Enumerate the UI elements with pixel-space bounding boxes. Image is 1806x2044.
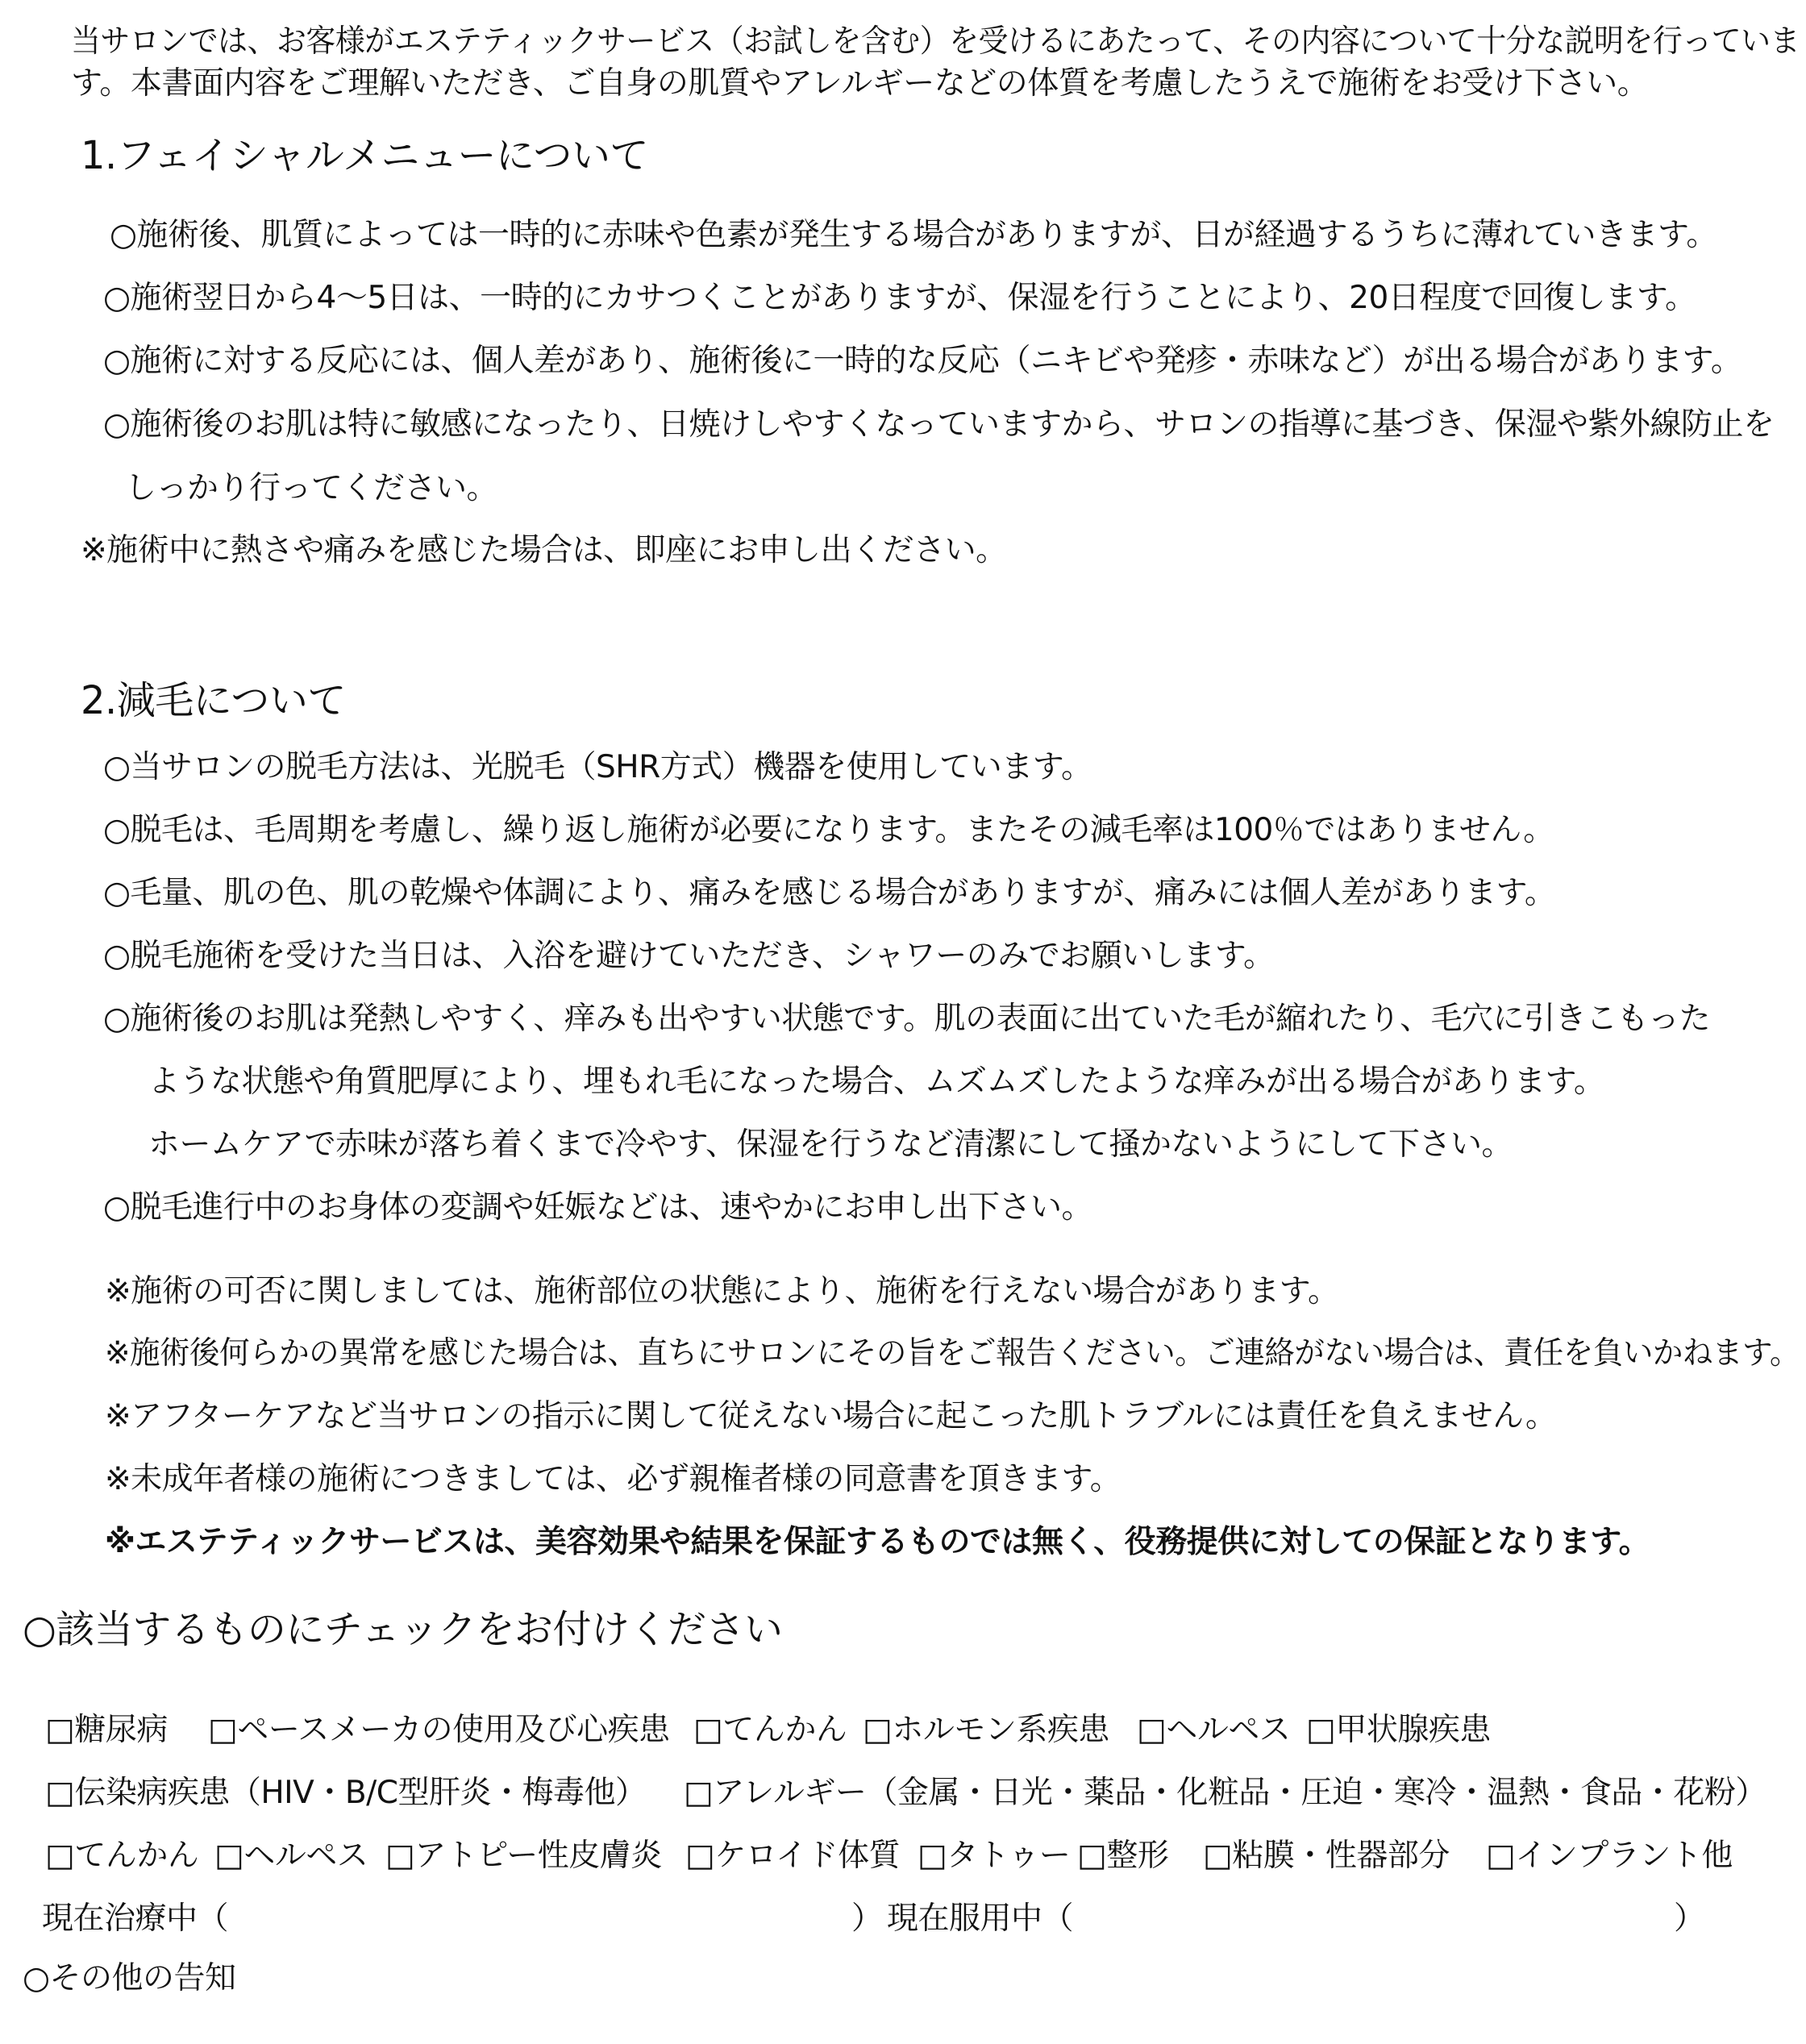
section1-item: ○施術翌日から4～5日は、一時的にカサつくことがありますが、保湿を行うことにより、20日程度で回復します。 <box>103 280 1696 316</box>
section2-note: ※未成年者様の施術につきましては、必ず親権者様の同意書を頂きます。 <box>105 1461 1121 1497</box>
section2-item: ○毛量、肌の色、肌の乾燥や体調により、痛みを感じる場合がありますが、痛みには個人差があります。 <box>103 875 1556 911</box>
section1-item-continued: しっかり行ってください。 <box>125 470 498 506</box>
checkbox-keloid[interactable]: □ケロイド体質 <box>685 1838 901 1874</box>
section2-heading: 2.減毛について <box>81 678 346 723</box>
section1-item: ○施術後のお肌は特に敏感になったり、日焼けしやすくなっていますから、サロンの指導に基づき、保湿や紫外線防止を <box>103 406 1775 443</box>
checkbox-thyroid[interactable]: □甲状腺疾患 <box>1306 1712 1491 1748</box>
section2-note: ※施術後何らかの異常を感じた場合は、直ちにサロンにその旨をご報告ください。ご連絡がない場合は、責任を負いかねます。 <box>105 1335 1800 1372</box>
checkbox-tattoo[interactable]: □タトゥー <box>918 1838 1071 1874</box>
intro-line-2: す。本書面内容をご理解いただき、ご自身の肌質やアレルギーなどの体質を考慮したうえで施術をお受け下さい。 <box>71 65 1649 102</box>
checklist-heading: ○該当するものにチェックをお付けください <box>23 1607 783 1652</box>
checkbox-allergy[interactable]: □アレルギー（金属・日光・薬品・化粧品・圧迫・寒冷・温熱・食品・花粉） <box>684 1775 1766 1811</box>
other-notice: ○その他の告知 <box>23 1960 236 1996</box>
section2-item: ○施術後のお肌は発熱しやすく、痒みも出やすい状態です。肌の表面に出ていた毛が縮れたり、毛穴に引きこもった <box>103 1001 1711 1037</box>
section2-item-continued: ような状態や角質肥厚により、埋もれ毛になった場合、ムズムズしたような痒みが出る場合があります。 <box>148 1064 1605 1100</box>
checkbox-mucosa[interactable]: □粘膜・性器部分 <box>1203 1838 1450 1874</box>
current-medication-close: ） <box>1674 1900 1705 1937</box>
intro-line-1: 当サロンでは、お客様がエステティックサービス（お試しを含む）を受けるにあたって、その内容について十分な説明を行っていま <box>71 23 1800 60</box>
checkbox-infectious[interactable]: □伝染病疾患（HIV・B/C型肝炎・梅毒他） <box>45 1775 647 1811</box>
checkbox-pacemaker[interactable]: □ペースメーカの使用及び心疾患 <box>208 1712 670 1748</box>
checkbox-epilepsy[interactable]: □てんかん <box>693 1712 847 1748</box>
checkbox-implant[interactable]: □インプラント他 <box>1486 1838 1733 1874</box>
section2-item: ○脱毛進行中のお身体の変調や妊娠などは、速やかにお申し出下さい。 <box>103 1189 1093 1226</box>
section2-item-continued: ホームケアで赤味が落ち着くまで冷やす、保湿を行うなど清潔にして掻かないようにして下さい。 <box>148 1126 1513 1163</box>
current-treatment-close: ） <box>851 1900 883 1937</box>
checkbox-atopic[interactable]: □アトピー性皮膚炎 <box>385 1838 662 1874</box>
section2-item: ○脱毛は、毛周期を考慮し、繰り返し施術が必要になります。またその減毛率は100％ではありません。 <box>103 812 1554 848</box>
checkbox-epilepsy-2[interactable]: □てんかん <box>45 1838 199 1874</box>
section2-item: ○脱毛施術を受けた当日は、入浴を避けていただき、シャワーのみでお願いします。 <box>103 938 1275 974</box>
checkbox-diabetes[interactable]: □糖尿病 <box>45 1712 168 1748</box>
current-treatment-label: 現在治療中（ <box>42 1900 229 1937</box>
section2-note: ※アフターケアなど当サロンの指示に関して従えない場合に起こった肌トラブルには責任を負えません。 <box>105 1398 1557 1434</box>
section1-heading: 1.フェイシャルメニューについて <box>81 133 649 178</box>
section2-note: ※施術の可否に関しましては、施術部位の状態により、施術を行えない場合があります。 <box>105 1273 1339 1309</box>
checkbox-cosmetic-surgery[interactable]: □整形 <box>1077 1838 1169 1874</box>
section1-item: ○施術に対する反応には、個人差があり、施術後に一時的な反応（ニキビや発疹・赤味など）が出る場合があります。 <box>103 343 1742 379</box>
checkbox-hormone[interactable]: □ホルモン系疾患 <box>863 1712 1109 1748</box>
current-medication-label: 現在服用中（ <box>887 1900 1074 1937</box>
section1-item: ○施術後、肌質によっては一時的に赤味や色素が発生する場合がありますが、日が経過するうちに薄れていきます。 <box>110 217 1717 253</box>
section1-note: ※施術中に熱さや痛みを感じた場合は、即座にお申し出ください。 <box>81 532 1007 568</box>
checkbox-herpes[interactable]: □ヘルペス <box>1137 1712 1291 1748</box>
guarantee-note: ※エステティックサービスは、美容効果や結果を保証するものでは無く、役務提供に対しての保証となります。 <box>105 1524 1650 1560</box>
section2-item: ○当サロンの脱毛方法は、光脱毛（SHR方式）機器を使用しています。 <box>103 749 1092 785</box>
checkbox-herpes-2[interactable]: □ヘルペス <box>214 1838 368 1874</box>
